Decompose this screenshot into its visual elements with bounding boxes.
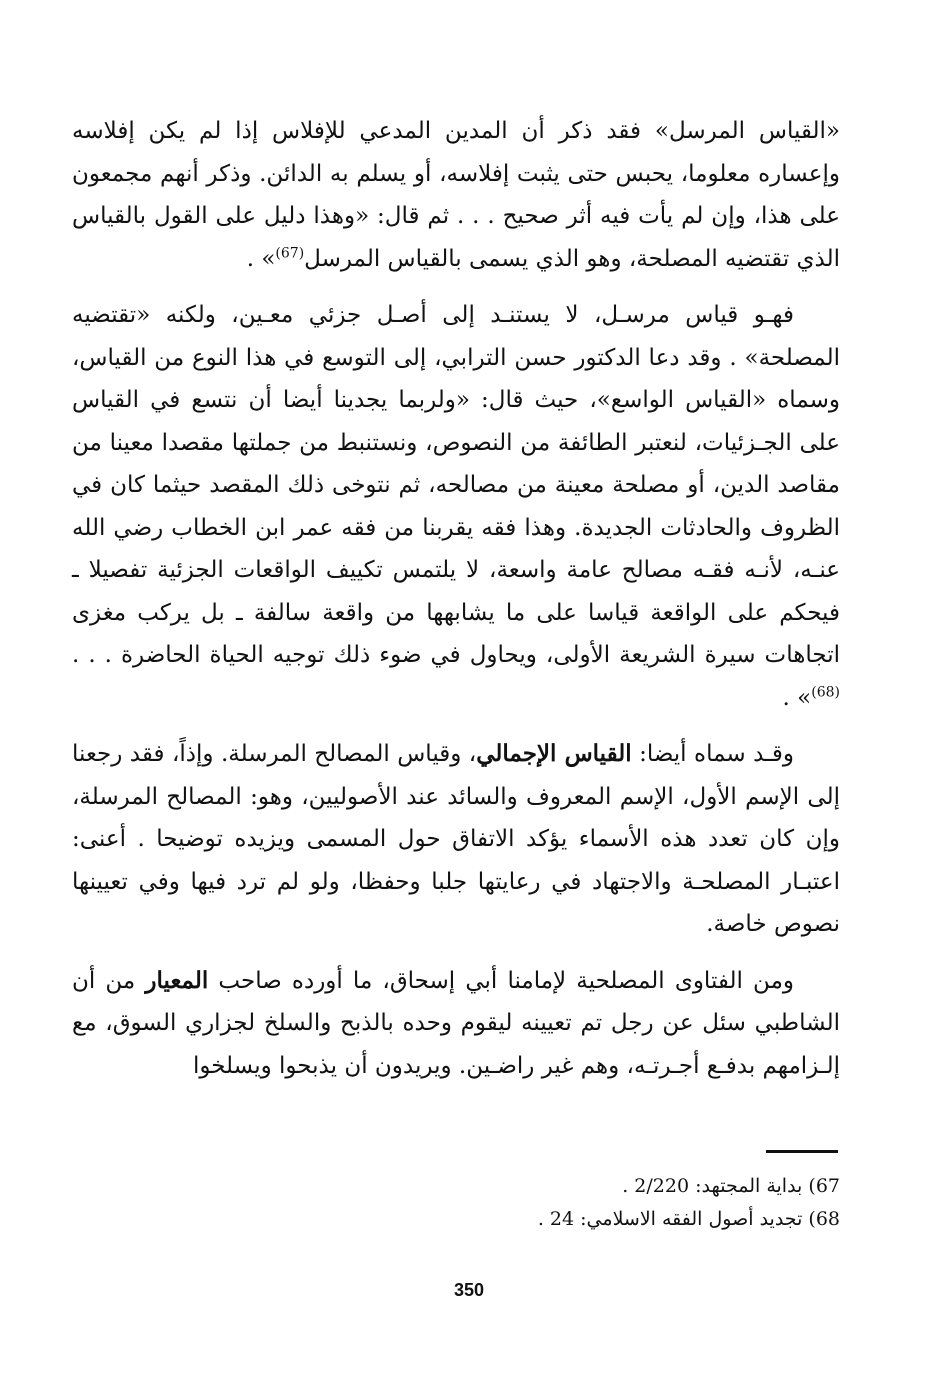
- paragraph-4-bold-term: المعيار: [145, 966, 209, 994]
- paragraph-4-rest: من أن الشاطبي سئل عن رجل تم تعيينه ليقوم وحده بالذبح والسلخ لجزاري السوق، مع إلـزامهم بدفـع أجـرتـه، وهم غير راضـين. ويريدون أن يذبحوا ويسلخوا: [72, 967, 840, 1079]
- paragraph-3-bold-term: القياس الإجمالي: [476, 740, 632, 767]
- paragraph-3-rest: ، وقياس المصالح المرسلة. وإذاً، فقد رجعنا إلى الإسم الأول، الإسم المعروف والسائد عند الأصوليين، وهو: المصالح المرسلة، وإن كان تعدد هذه الأسماء يؤكد الاتفاق حول المسمى ويزيده توضيحا . أعنى: اعتبـار المصلحـة والاجتهاد في رعايتها جلبا وحفظا، ولو لم ترد فيها وفي تعيينها نصوص خاصة.: [72, 741, 840, 937]
- paragraph-4-lead: ومن الفتاوى المصلحية لإمامنا أبي إسحاق، ما أورده صاحب: [208, 967, 794, 994]
- footnote-67: [420, 1170, 840, 1203]
- footnote-68-number: 68): [808, 1208, 840, 1230]
- paragraph-1-text: «القياس المرسل» فقد ذكر أن المدين المدعي للإفلاس إذا لم يكن إفلاسه وإعساره معلوما، يحبس حتى يثبت إفلاسه، أو يسلم به الدائن. وذكر أنهم مجمعون على هذا، وإن لم يأت فيه أثر صحيح . . . ثم قال: «وهذا دليل على القول بالقياس الذي تقتضيه المصلحة، وهو الذي يسمى بالقياس المرسل: [72, 118, 840, 272]
- paragraph-2-closing: » .: [782, 684, 812, 711]
- footnote-ref-68: (68): [811, 683, 840, 700]
- paragraph-3-lead: وقـد سماه أيضا:: [631, 741, 794, 767]
- paragraph-3: [72, 733, 840, 946]
- footnotes: [420, 1170, 840, 1236]
- paragraph-2-text: فهـو قياس مرسـل، لا يستنـد إلى أصـل جزئي معـين، ولكنه «تقتضيه المصلحة» . وقد دعا الدكتور حسن الترابي، إلى التوسع في هذا النوع من القياس، وسماه «القياس الواسع»، حيث قال: «ولربما يجدينا أيضا أن نتسع في القياس على الجـزئيات، لنعتبر الطائفة من النصوص، ونستنبط من جملتها مقصدا معينا من مقاصد الدين، أو مصلحة معينة من مصالحه، ثم نتوخى ذلك المقصد حيثما كان في الظروف والحادثات الجديدة. وهذا فقه يقربنا من فقه عمر ابن الخطاب رضي الله عنـه، لأنـه فقـه مصالح عامة واسعة، لا يلتمس تكييف الواقعات الجزئية تفصيلا ـ فيحكم على الواقعة قياسا على ما يشابهها من واقعة سالفة ـ بل يركب مغزى اتجاهات سيرة الشريعة الأولى، ويحاول في ضوء ذلك توجيه الحياة الحاضرة . . .: [72, 302, 840, 668]
- paragraph-1: [72, 110, 840, 280]
- paragraph-2: [72, 294, 840, 719]
- page-number: 350: [453, 1280, 485, 1300]
- footnote-68: [420, 1203, 840, 1236]
- paragraph-1-closing: » .: [246, 245, 276, 272]
- paragraph-4: [72, 960, 840, 1088]
- footnote-ref-67: (67): [275, 244, 305, 261]
- main-text: [72, 110, 840, 1087]
- footnote-67-number: 67): [808, 1175, 840, 1197]
- footnote-separator: [766, 1150, 838, 1153]
- footnote-67-text: بداية المجتهد: 2/220 .: [622, 1175, 809, 1197]
- footnote-68-text: تجديد أصول الفقه الاسلامي: 24 .: [537, 1208, 809, 1230]
